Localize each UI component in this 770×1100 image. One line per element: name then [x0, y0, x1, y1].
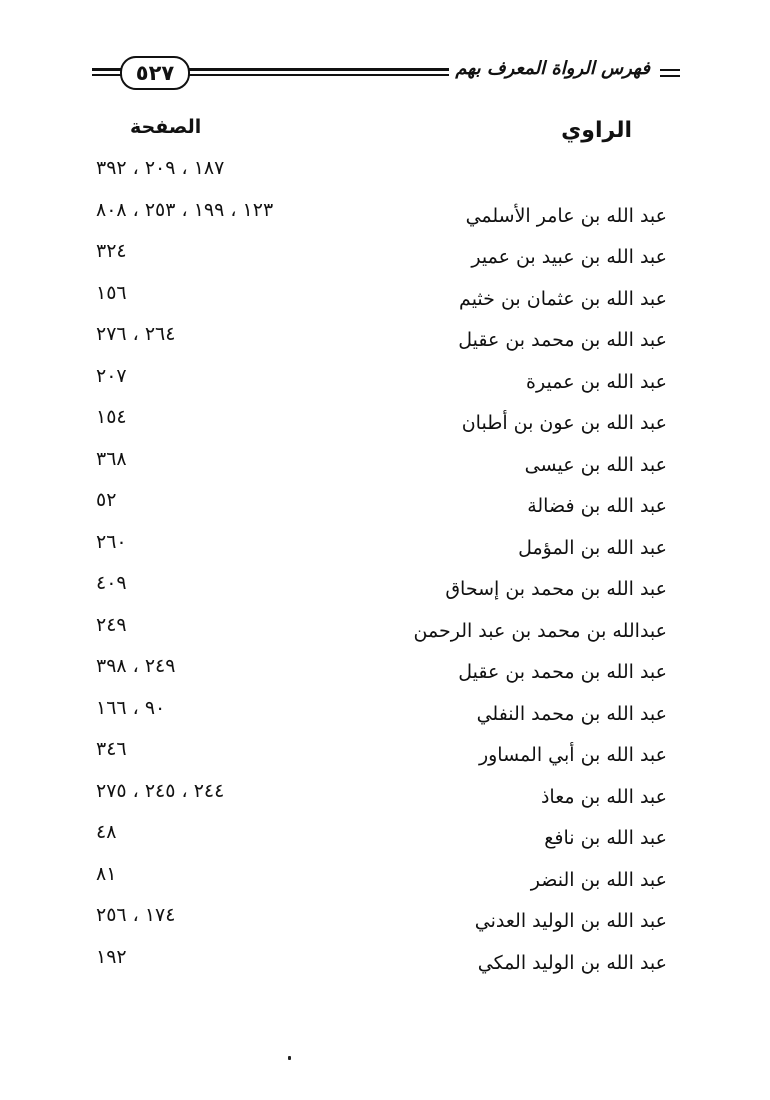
narrator-name: عبد الله بن محمد بن عقيل	[458, 661, 667, 683]
page-refs: ٣٢٤	[96, 240, 127, 262]
page-refs: ٢٤٩ ، ٣٩٨	[96, 655, 176, 677]
page-refs: ٢٤٤ ، ٢٤٥ ، ٢٧٥	[96, 780, 225, 802]
page-refs: ٨١	[96, 863, 117, 885]
page-refs: ١٢٣ ، ١٩٩ ، ٢٥٣ ، ٨٠٨	[96, 199, 274, 221]
table-row	[0, 365, 770, 407]
table-row	[0, 614, 770, 656]
narrator-name: عبد الله بن عبيد بن عمير	[471, 246, 667, 268]
page-refs: ١٥٦	[96, 282, 127, 304]
table-row	[0, 448, 770, 490]
page-refs: ٩٠ ، ١٦٦	[96, 697, 166, 719]
narrator-name: عبد الله بن الوليد المكي	[477, 952, 667, 974]
narrator-name: عبد الله بن عون بن أطبان	[461, 412, 667, 434]
table-row	[0, 863, 770, 905]
table-row	[0, 323, 770, 365]
table-row	[0, 282, 770, 324]
table-row	[0, 780, 770, 822]
page-refs: ٣٦٨	[96, 448, 127, 470]
narrator-name: عبد الله بن فضالة	[527, 495, 667, 517]
table-row	[0, 157, 770, 199]
narrator-name: عبد الله بن محمد بن عقيل	[458, 329, 667, 351]
page-refs: ١٥٤	[96, 406, 127, 428]
narrator-name: عبد الله بن عميرة	[526, 371, 667, 393]
page-refs: ١٧٤ ، ٢٥٦	[96, 904, 176, 926]
narrator-name: عبد الله بن أبي المساور	[478, 744, 667, 766]
page-refs: ٣٤٦	[96, 738, 127, 760]
page-refs: ١٩٢	[96, 946, 127, 968]
table-row	[0, 240, 770, 282]
page-refs: ٢٠٧	[96, 365, 127, 387]
table-row	[0, 946, 770, 988]
table-row	[0, 655, 770, 697]
narrator-column-heading: الراوي	[561, 118, 632, 143]
page-refs: ١٨٧ ، ٢٠٩ ، ٣٩٢	[96, 157, 225, 179]
narrator-name: عبدالله بن محمد بن عبد الرحمن	[413, 620, 667, 642]
narrator-name: عبد الله بن المؤمل	[518, 537, 667, 559]
narrator-name: عبد الله بن النضر	[530, 869, 667, 891]
table-row	[0, 406, 770, 448]
page-refs: ٥٢	[96, 489, 117, 511]
print-speck	[288, 1056, 291, 1060]
narrator-name: عبد الله بن عيسى	[524, 454, 667, 476]
page-refs: ٢٤٩	[96, 614, 127, 636]
narrator-name: عبد الله بن الوليد العدني	[474, 910, 667, 932]
page-refs: ٢٦٠	[96, 531, 127, 553]
page-refs: ٤٠٩	[96, 572, 127, 594]
table-row	[0, 738, 770, 780]
narrator-name: عبد الله بن عامر الأسلمي	[465, 205, 667, 227]
table-row	[0, 697, 770, 739]
page-number-badge: ٥٢٧	[120, 56, 190, 90]
table-row	[0, 199, 770, 241]
page-refs: ٤٨	[96, 821, 117, 843]
pages-column-heading: الصفحة	[130, 116, 202, 138]
table-row	[0, 572, 770, 614]
narrator-name: عبد الله بن محمد النفلي	[476, 703, 667, 725]
table-row	[0, 904, 770, 946]
running-title: فهرس الرواة المعرف بهم	[449, 58, 656, 79]
narrator-name: عبد الله بن عثمان بن خثيم	[459, 288, 667, 310]
narrator-name: عبد الله بن محمد بن إسحاق	[445, 578, 667, 600]
narrator-name: عبد الله بن معاذ	[540, 786, 667, 808]
table-row	[0, 531, 770, 573]
table-row	[0, 489, 770, 531]
narrator-name: عبد الله بن نافع	[544, 827, 667, 849]
page-refs: ٢٦٤ ، ٢٧٦	[96, 323, 176, 345]
table-row	[0, 821, 770, 863]
